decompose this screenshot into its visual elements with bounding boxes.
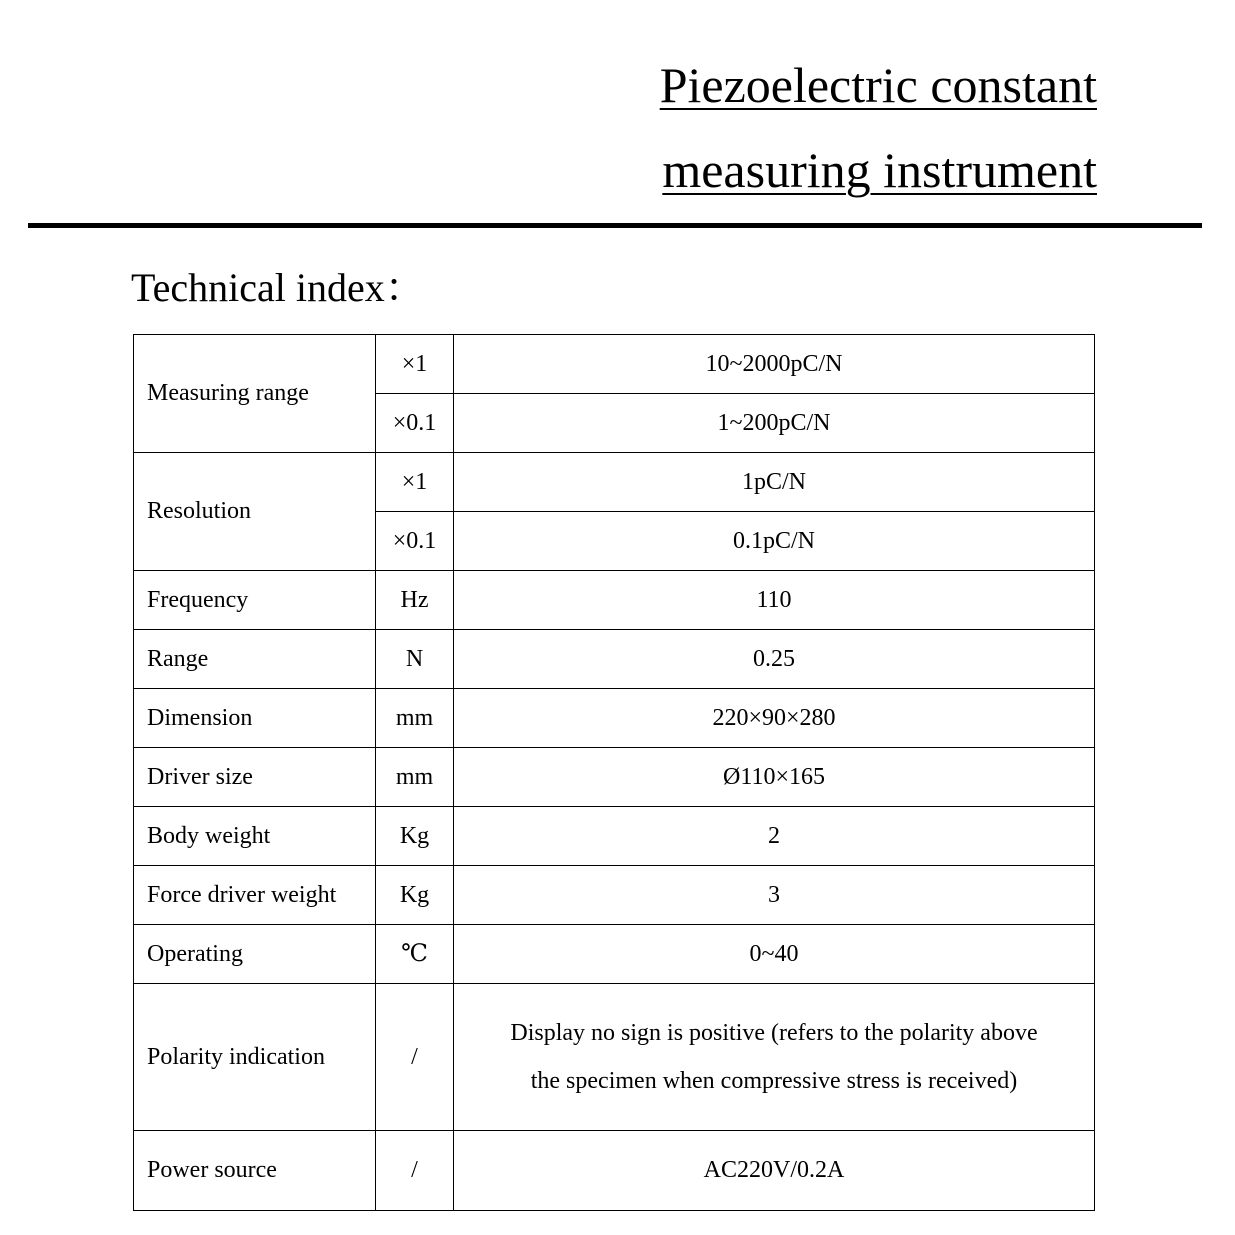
spec-parameter: Operating — [134, 925, 376, 984]
table-row — [134, 748, 1095, 807]
spec-value: 0~40 — [454, 925, 1095, 984]
spec-value: AC220V/0.2A — [454, 1131, 1095, 1211]
section-heading: Technical index： — [131, 265, 425, 310]
table-row — [134, 571, 1095, 630]
spec-unit: ×0.1 — [376, 512, 454, 571]
spec-parameter: Driver size — [134, 748, 376, 807]
spec-parameter: Body weight — [134, 807, 376, 866]
spec-unit: ℃ — [376, 925, 454, 984]
spec-parameter: Range — [134, 630, 376, 689]
spec-parameter: Dimension — [134, 689, 376, 748]
spec-value: 3 — [454, 866, 1095, 925]
header-divider — [28, 223, 1202, 228]
spec-unit: Kg — [376, 807, 454, 866]
table-row — [134, 925, 1095, 984]
spec-value: 2 — [454, 807, 1095, 866]
spec-value: 1~200pC/N — [454, 394, 1095, 453]
table-row — [134, 866, 1095, 925]
spec-value: 10~2000pC/N — [454, 335, 1095, 394]
spec-value: 0.1pC/N — [454, 512, 1095, 571]
table-row — [134, 453, 1095, 512]
spec-unit: ×1 — [376, 453, 454, 512]
spec-unit: mm — [376, 689, 454, 748]
table-row — [134, 1131, 1095, 1211]
spec-unit: ×1 — [376, 335, 454, 394]
spec-unit: / — [376, 1131, 454, 1211]
table-row — [134, 335, 1095, 394]
spec-parameter: Force driver weight — [134, 866, 376, 925]
spec-value: 220×90×280 — [454, 689, 1095, 748]
spec-value: 1pC/N — [454, 453, 1095, 512]
spec-unit: / — [376, 984, 454, 1131]
table-row — [134, 984, 1095, 1131]
spec-unit: Kg — [376, 866, 454, 925]
spec-table — [133, 334, 1095, 1211]
spec-value-line-1: Display no sign is positive (refers to the polarity above — [510, 1020, 1038, 1046]
spec-unit: N — [376, 630, 454, 689]
spec-value-line-2: the specimen when compressive stress is received) — [530, 1068, 1018, 1094]
page-title-line-2: measuring instrument — [662, 142, 1097, 198]
spec-parameter: Resolution — [134, 453, 376, 571]
table-row — [134, 689, 1095, 748]
spec-unit: ×0.1 — [376, 394, 454, 453]
spec-value: 0.25 — [454, 630, 1095, 689]
spec-parameter: Power source — [134, 1131, 376, 1211]
spec-unit: mm — [376, 748, 454, 807]
spec-parameter: Polarity indication — [134, 984, 376, 1131]
spec-parameter: Measuring range — [134, 335, 376, 453]
table-row — [134, 807, 1095, 866]
spec-parameter: Frequency — [134, 571, 376, 630]
spec-value — [454, 984, 1095, 1131]
spec-value: 110 — [454, 571, 1095, 630]
page-title-line-1: Piezoelectric constant — [659, 57, 1097, 113]
spec-unit: Hz — [376, 571, 454, 630]
spec-value: Ø110×165 — [454, 748, 1095, 807]
table-row — [134, 630, 1095, 689]
